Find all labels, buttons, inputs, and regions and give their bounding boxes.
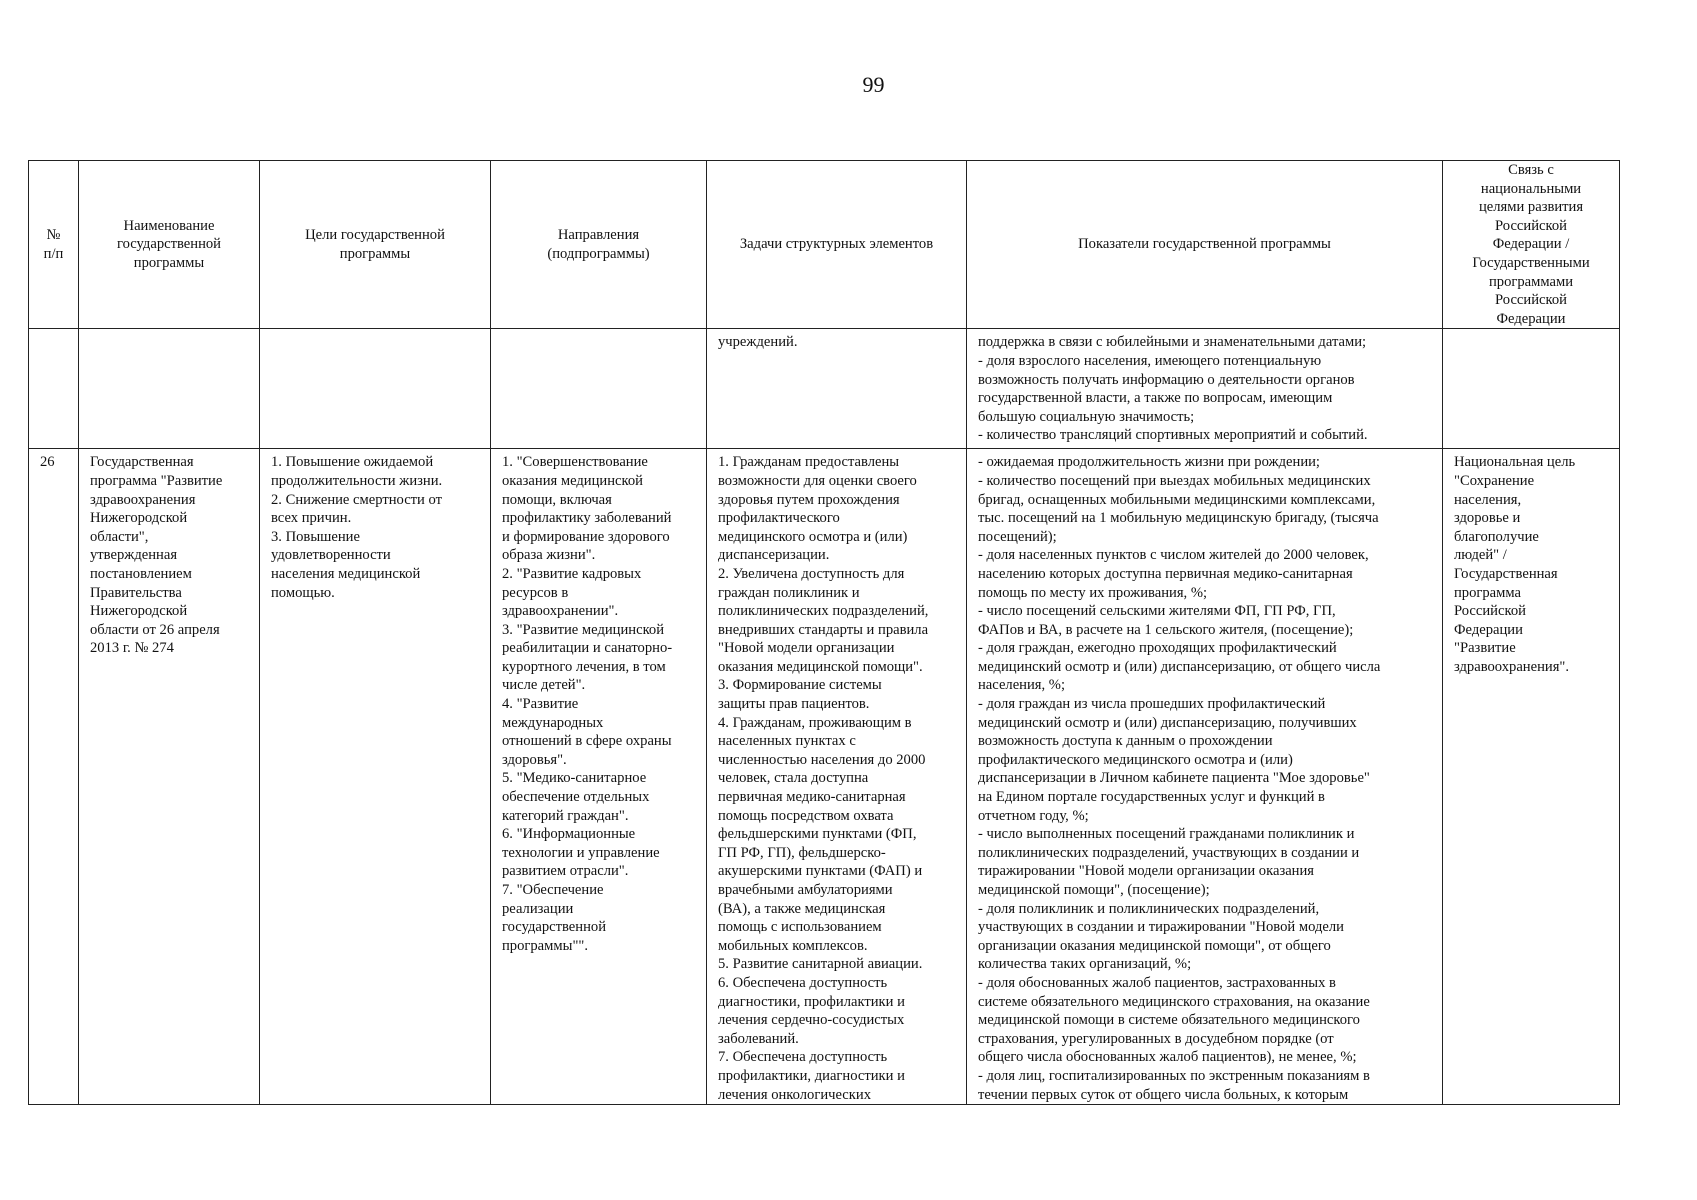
- program-table: [28, 160, 1620, 1105]
- cell-goals: 1. Повышение ожидаемой продолжительности жизни. 2. Снижение смертности от всех причин. 3. Повышение удовлетворенности населения медицинской помощью.: [260, 449, 491, 1105]
- header-directions: Направления (подпрограммы): [491, 161, 707, 329]
- cell-directions: [491, 329, 707, 449]
- header-program-name: Наименование государственной программы: [79, 161, 260, 329]
- cell-number: 26: [29, 449, 79, 1105]
- cell-national-goals-link: [1443, 329, 1620, 449]
- cell-goals: [260, 329, 491, 449]
- table-row-26: [29, 449, 1620, 1105]
- cell-program-name: [79, 329, 260, 449]
- cell-number: [29, 329, 79, 449]
- cell-indicators: поддержка в связи с юбилейными и знаменательными датами; - доля взрослого населения, имеющего потенциальную возможность получать информацию о деятельности органов государственной власти, а также по вопросам, имеющим большую социальную значимость; - количество трансляций спортивных мероприятий и событий.: [967, 329, 1443, 449]
- cell-tasks: 1. Гражданам предоставлены возможности для оценки своего здоровья путем прохождения профилактического медицинского осмотра и (или) диспансеризации. 2. Увеличена доступность для граждан поликлиник и поликлинических подразделений, внедривших стандарты и правила "Новой модели организации оказания медицинской помощи". 3. Формирование системы защиты прав пациентов. 4. Гражданам, проживающим в населенных пунктах с численностью населения до 2000 человек, стала доступна первичная медико-санитарная помощь посредством охвата фельдшерскими пунктами (ФП, ГП РФ, ГП), фельдшерско- акушерскими пунктами (ФАП) и врачебными амбулаториями (ВА), а также медицинская помощь с использованием мобильных комплексов. 5. Развитие санитарной авиации. 6. Обеспечена доступность диагностики, профилактики и лечения сердечно-сосудистых заболеваний. 7. Обеспечена доступность профилактики, диагностики и лечения онкологических: [707, 449, 967, 1105]
- header-indicators: Показатели государственной программы: [967, 161, 1443, 329]
- cell-program-name: Государственная программа "Развитие здравоохранения Нижегородской области", утвержденная постановлением Правительства Нижегородской области от 26 апреля 2013 г. № 274: [79, 449, 260, 1105]
- header-tasks: Задачи структурных элементов: [707, 161, 967, 329]
- table-header-row: [29, 161, 1620, 329]
- header-national-goals-link: Связь с национальными целями развития Российской Федерации / Государственными программами Российской Федерации: [1443, 161, 1620, 329]
- cell-tasks: учреждений.: [707, 329, 967, 449]
- cell-national-goals-link: Национальная цель "Сохранение населения, здоровье и благополучие людей" / Государственная программа Российской Федерации "Развитие здравоохранения".: [1443, 449, 1620, 1105]
- cell-indicators: - ожидаемая продолжительность жизни при рождении; - количество посещений при выездах мобильных медицинских бригад, оснащенных мобильными медицинскими комплексами, тыс. посещений на 1 мобильную медицинскую бригаду, (тысяча посещений); - доля населенных пунктов с числом жителей до 2000 человек, населению которых доступна первичная медико-санитарная помощь по месту их проживания, %; - число посещений сельскими жителями ФП, ГП РФ, ГП, ФАПов и ВА, в расчете на 1 сельского жителя, (посещение); - доля граждан, ежегодно проходящих профилактический медицинский осмотр и (или) диспансеризацию, от общего числа населения, %; - доля граждан из числа прошедших профилактический медицинский осмотр и (или) диспансеризацию, получивших возможность доступа к данным о прохождении профилактического медицинского осмотра и (или) диспансеризации в Личном кабинете пациента "Мое здоровье" на Едином портале государственных услуг и функций в отчетном году, %; - число выполненных посещений гражданами поликлиник и поликлинических подразделений, участвующих в создании и тиражировании "Новой модели организации оказания медицинской помощи", (посещение); - доля поликлиник и поликлинических подразделений, участвующих в создании и тиражировании "Новой модели организации оказания медицинской помощи", от общего количества таких организаций, %; - доля обоснованных жалоб пациентов, застрахованных в системе обязательного медицинского страхования, на оказание медицинской помощи в системе обязательного медицинского страхования, урегулированных в досудебном порядке (от общего числа обоснованных жалоб пациентов), не менее, %; - доля лиц, госпитализированных по экстренным показаниям в течении первых суток от общего числа больных, к которым: [967, 449, 1443, 1105]
- cell-directions: 1. "Совершенствование оказания медицинской помощи, включая профилактику заболеваний и формирование здорового образа жизни". 2. "Развитие кадровых ресурсов в здравоохранении". 3. "Развитие медицинской реабилитации и санаторно- курортного лечения, в том числе детей". 4. "Развитие международных отношений в сфере охраны здоровья". 5. "Медико-санитарное обеспечение отдельных категорий граждан". 6. "Информационные технологии и управление развитием отрасли". 7. "Обеспечение реализации государственной программы"".: [491, 449, 707, 1105]
- header-number: № п/п: [29, 161, 79, 329]
- page-number: 99: [862, 72, 885, 97]
- header-goals: Цели государственной программы: [260, 161, 491, 329]
- table-row-continuation: [29, 329, 1620, 449]
